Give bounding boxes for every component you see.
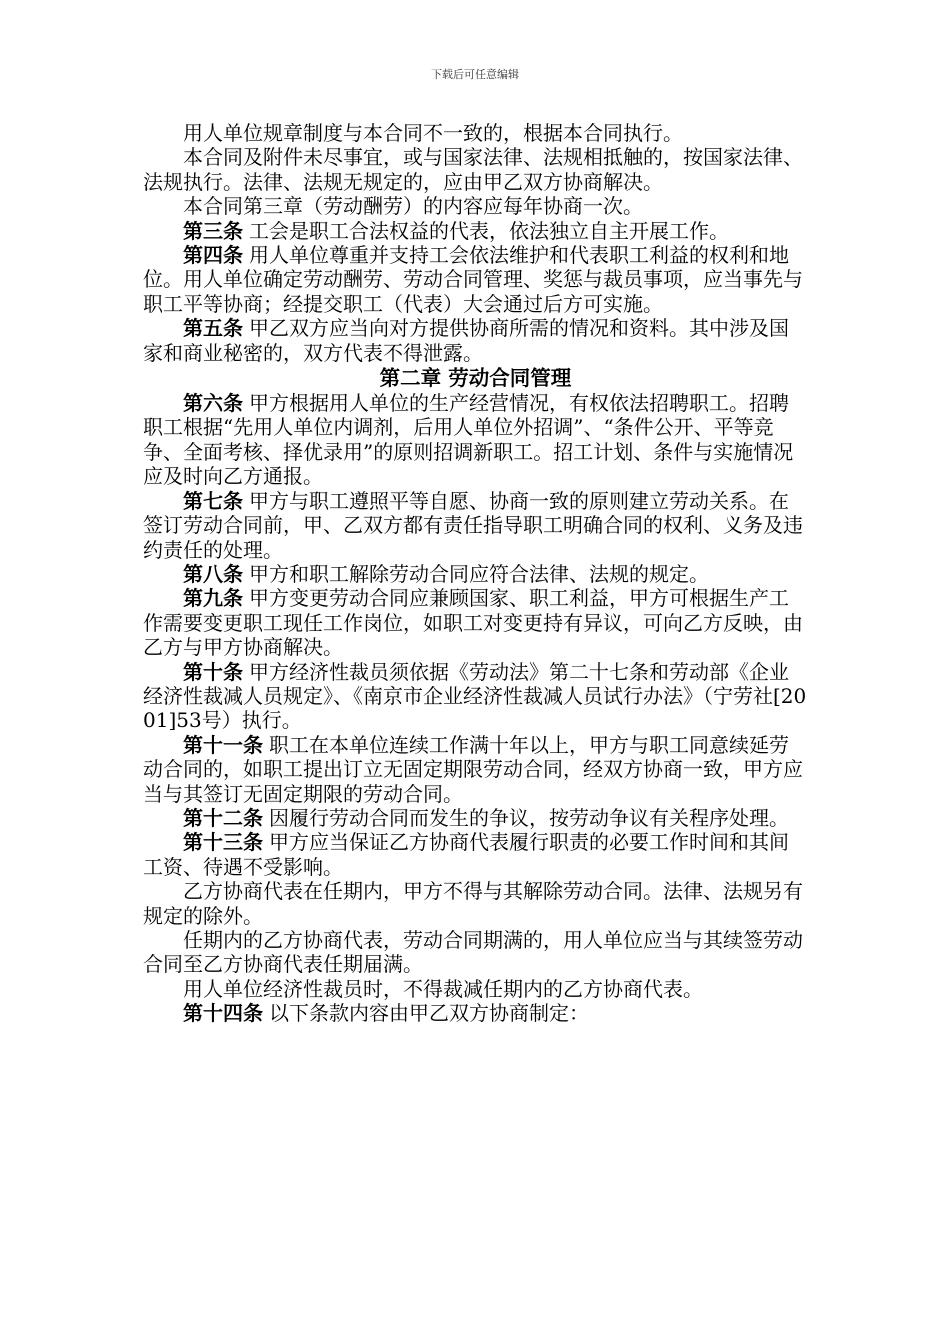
- paragraph-text: 用人单位经济性裁员时，不得裁减任期内的乙方协商代表。: [183, 976, 703, 1001]
- article-label: 第十条: [183, 659, 243, 684]
- paragraph-text: 用人单位规章制度与本合同不一致的，根据本合同执行。: [183, 121, 683, 145]
- article-label: 第八条: [183, 561, 243, 586]
- paragraph-text: 用人单位尊重并支持工会依法维护和代表职工利益的权利和地位。用人单位确定劳动酬劳、劳动合同管理、奖惩与裁员事项，应当事先与职工平等协商；经提交职工（代表）大会通过后方可实施。: [143, 243, 803, 316]
- paragraph-text: 因履行劳动合同而发生的争议，按劳动争议有关程序处理。: [269, 805, 789, 830]
- paragraph: [143, 562, 808, 586]
- article-label: 第三条: [183, 218, 243, 243]
- paragraph: [143, 243, 808, 316]
- paragraph: [143, 316, 808, 365]
- paragraph-text: 第二章 劳动合同管理: [379, 366, 572, 391]
- paragraph-text: 甲方应当保证乙方协商代表履行职责的必要工作时间和其间工资、待遇不受影响。: [143, 830, 789, 879]
- paragraph-text: 本合同及附件未尽事宜，或与国家法律、法规相抵触的，按国家法律、法规执行。法律、法规无规定的，应由甲乙双方协商解决。: [143, 145, 803, 194]
- paragraph: [143, 219, 808, 243]
- paragraph: [143, 928, 808, 977]
- paragraph: [143, 1001, 808, 1025]
- paragraph: [143, 660, 808, 733]
- paragraph: [143, 145, 808, 194]
- paragraph-text: 甲乙双方应当向对方提供协商所需的情况和资料。其中涉及国家和商业秘密的，双方代表不得泄露。: [143, 316, 789, 365]
- article-label: 第十二条: [183, 805, 263, 830]
- article-label: 第七条: [183, 488, 243, 513]
- paragraph-text: 以下条款内容由甲乙双方协商制定：: [269, 1001, 589, 1026]
- paragraph: [143, 586, 808, 659]
- document-body: [143, 121, 808, 1026]
- paragraph-text: 任期内的乙方协商代表，劳动合同期满的，用人单位应当与其续签劳动合同至乙方协商代表任期届满。: [143, 928, 803, 977]
- article-label: 第四条: [183, 243, 243, 268]
- article-label: 第十四条: [183, 1001, 263, 1026]
- paragraph: [143, 194, 808, 218]
- article-label: 第六条: [183, 391, 243, 416]
- article-label: 第九条: [183, 586, 243, 611]
- article-label: 第五条: [183, 316, 243, 341]
- paragraph-text: 工会是职工合法权益的代表，依法独立自主开展工作。: [249, 218, 729, 243]
- paragraph-text: 甲方根据用人单位的生产经营情况，有权依法招聘职工。招聘职工根据“先用人单位内调剂，后用人单位外招调”、“条件公开、平等竞争、全面考核、择优录用”的原则招调新职工。招工计划、条件与实施情况应及时向乙方通报。: [143, 391, 794, 489]
- article-label: 第十一条: [183, 732, 263, 757]
- paragraph-text: 甲方和职工解除劳动合同应符合法律、法规的规定。: [249, 561, 709, 586]
- paragraph-text: 本合同第三章（劳动酬劳）的内容应每年协商一次。: [183, 194, 643, 219]
- paragraph-text: 甲方变更劳动合同应兼顾国家、职工利益，甲方可根据生产工作需要变更职工现任工作岗位，如职工对变更持有异议，可向乙方反映，由乙方与甲方协商解决。: [143, 586, 803, 660]
- paragraph: [143, 977, 808, 1001]
- paragraph: [143, 121, 808, 145]
- article-label: 第十三条: [183, 830, 263, 855]
- paragraph-text: 乙方协商代表在任期内，甲方不得与其解除劳动合同。法律、法规另有规定的除外。: [143, 879, 803, 928]
- paragraph: [143, 830, 808, 879]
- chapter-heading: [143, 365, 808, 391]
- paragraph: [143, 733, 808, 806]
- paragraph-text: 甲方与职工遵照平等自愿、协商一致的原则建立劳动关系。在签订劳动合同前，甲、乙双方都有责任指导职工明确合同的权利、义务及违约责任的处理。: [143, 488, 803, 562]
- paragraph: [143, 391, 808, 489]
- paragraph: [143, 489, 808, 562]
- paragraph-text: 甲方经济性裁员须依据《劳动法》第二十七条和劳动部《企业经济性裁减人员规定》、《南京市企业经济性裁减人员试行办法》（宁劳社[2001]53号）执行。: [143, 659, 807, 733]
- paragraph: [143, 879, 808, 928]
- paragraph-text: 职工在本单位连续工作满十年以上，甲方与职工同意续延劳动合同的，如职工提出订立无固定期限劳动合同，经双方协商一致，甲方应当与其签订无固定期限的劳动合同。: [143, 732, 803, 806]
- page-header: 下载后可任意编辑: [431, 68, 519, 81]
- paragraph: [143, 806, 808, 830]
